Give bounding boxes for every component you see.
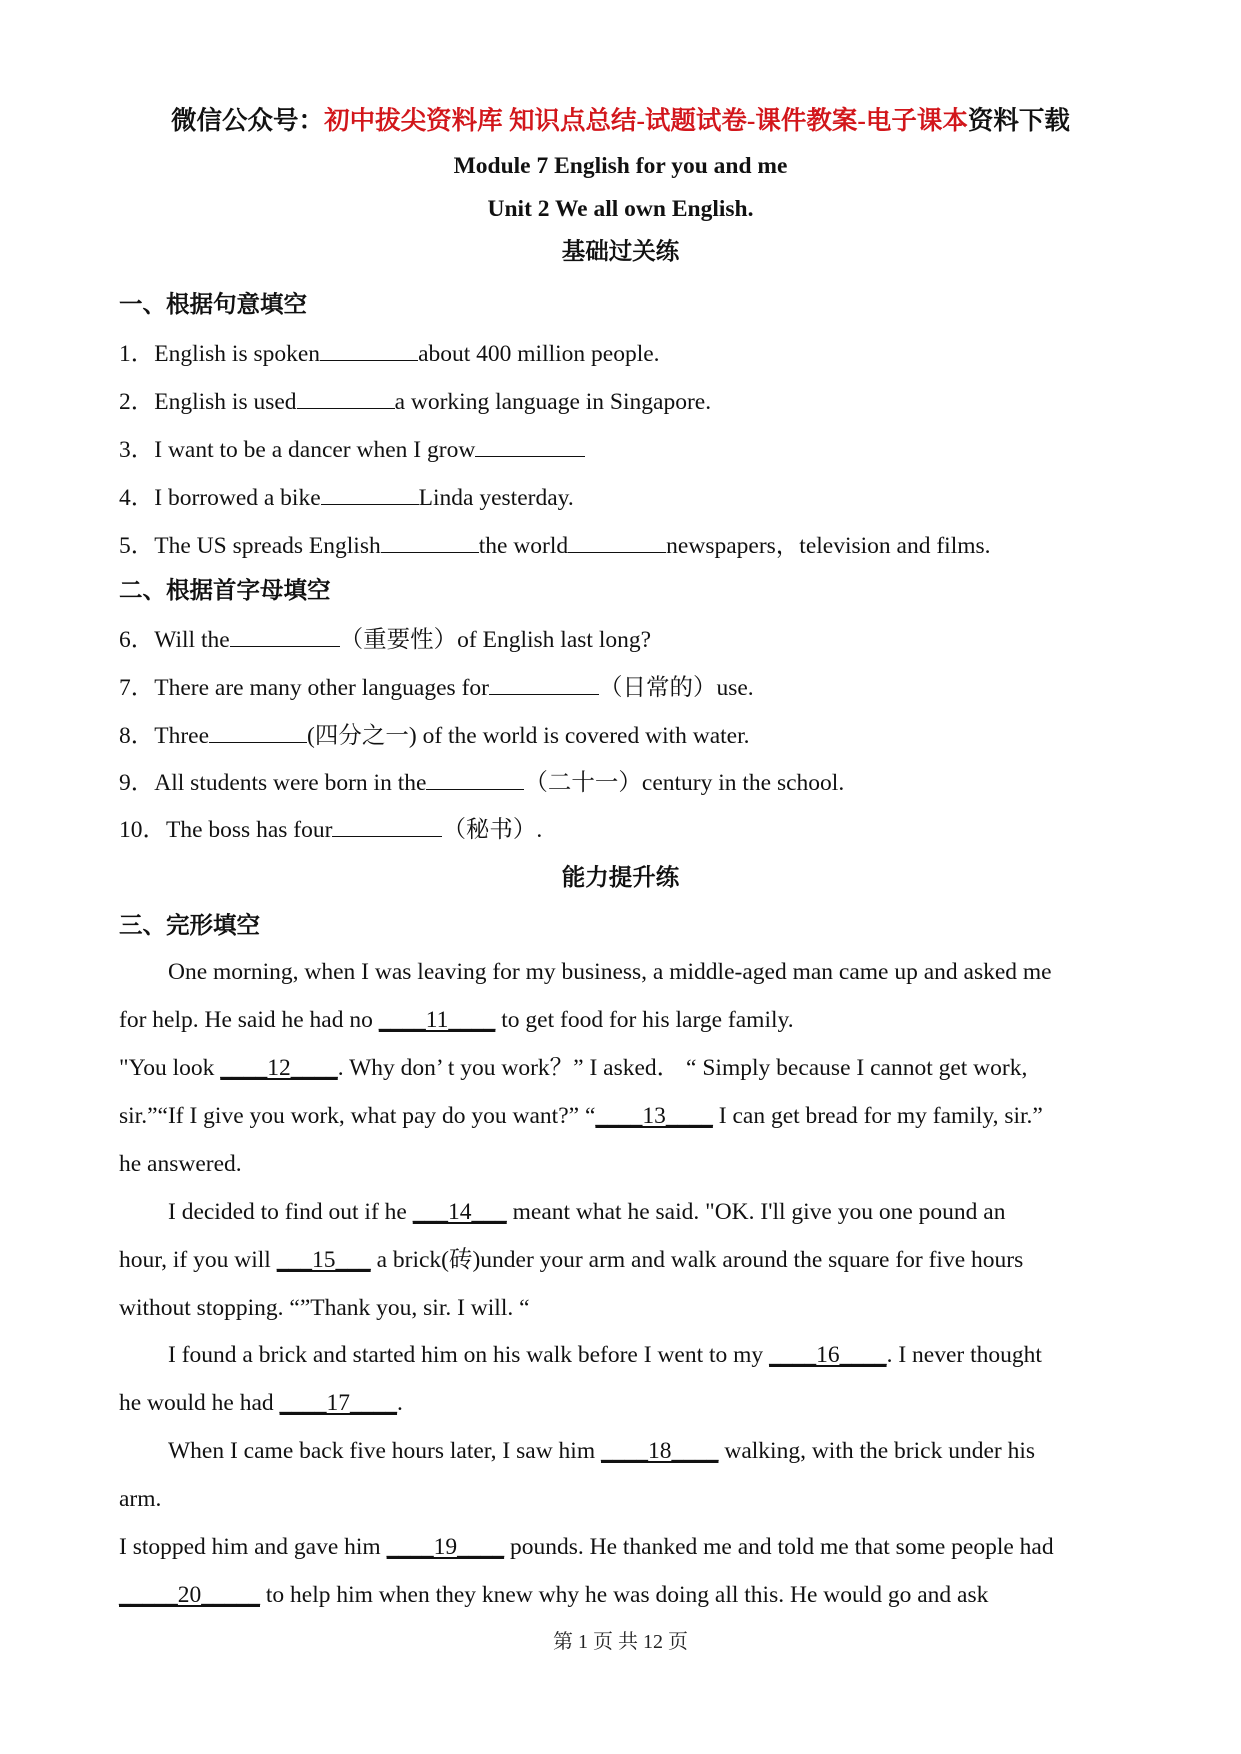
section3-heading: 三、完形填空: [119, 913, 260, 939]
cloze-text: One morning, when I was leaving for my business, a middle-aged man came up and asked me: [168, 959, 1052, 985]
cloze-text: . Why don’ t you work？” I asked． “ Simply because I cannot get work,: [337, 1055, 1028, 1081]
question-text: （重要性）of English last long?: [339, 627, 652, 653]
cloze-text: . I never thought: [886, 1342, 1042, 1368]
cloze-text: hour, if you will: [119, 1247, 277, 1273]
cloze-text: .: [397, 1390, 403, 1416]
header-red-text: 初中拔尖资料库 知识点总结-试题试卷-课件教案-电子课本: [324, 106, 968, 135]
cloze-text: for help. He said he had no: [119, 1007, 379, 1033]
question-4: [119, 482, 574, 513]
cloze-line: [168, 957, 1052, 987]
question-text: 8．Three: [119, 723, 210, 749]
question-text: 1．English is spoken: [119, 341, 321, 367]
cloze-text: I decided to find out if he: [168, 1199, 413, 1225]
cloze-line: [168, 1340, 1042, 1370]
cloze-text: arm.: [119, 1486, 162, 1512]
question-text: 6．Will the: [119, 627, 230, 653]
cloze-line: [119, 1245, 1023, 1275]
cloze-line: [119, 1149, 242, 1179]
answer-blank[interactable]: [230, 624, 340, 647]
cloze-blank[interactable]: ____16____: [769, 1342, 887, 1368]
cloze-text: he answered.: [119, 1151, 242, 1177]
answer-blank[interactable]: [321, 482, 419, 505]
cloze-blank[interactable]: ____13____: [595, 1103, 713, 1129]
section1-heading: 一、根据句意填空: [119, 292, 307, 318]
question-text: 5．The US spreads English: [119, 533, 381, 559]
question-text: 10．The boss has four: [119, 817, 333, 843]
cloze-text: I can get bread for my family, sir.”: [712, 1103, 1043, 1129]
cloze-text: "You look: [119, 1055, 221, 1081]
question-text: 4．I borrowed a bike: [119, 485, 321, 511]
header-banner: [0, 106, 1241, 136]
question-3: [119, 434, 585, 465]
cloze-blank[interactable]: ____19____: [386, 1534, 505, 1560]
cloze-text: walking, with the brick under his: [718, 1438, 1036, 1464]
question-text: 9．All students were born in the: [119, 770, 427, 796]
question-text: （日常的）use.: [598, 675, 754, 701]
cloze-text: When I came back five hours later, I saw him: [168, 1438, 601, 1464]
question-text: Linda yesterday.: [418, 485, 574, 511]
answer-blank[interactable]: [209, 720, 307, 743]
answer-blank[interactable]: [332, 814, 442, 837]
cloze-blank[interactable]: ___15___: [276, 1247, 371, 1273]
cloze-text: a brick(砖)under your arm and walk around the square for five hours: [370, 1247, 1024, 1273]
question-7: [119, 672, 754, 703]
question-text: the world: [478, 533, 569, 559]
cloze-line: [119, 1053, 1027, 1083]
cloze-line: [119, 1388, 403, 1418]
question-text: newspapers，television and films.: [666, 533, 991, 559]
cloze-line: [168, 1197, 1005, 1227]
page-footer: 第 1 页 共 12 页: [553, 1631, 688, 1653]
cloze-line: [168, 1436, 1035, 1466]
cloze-line: [119, 1101, 1043, 1131]
cloze-blank[interactable]: ____17____: [279, 1390, 398, 1416]
question-8: [119, 720, 750, 751]
question-9: [119, 767, 844, 798]
cloze-blank[interactable]: _____20_____: [119, 1582, 260, 1608]
cloze-text: meant what he said. "OK. I'll give you one pound an: [506, 1199, 1006, 1225]
unit-title: Unit 2 We all own English.: [487, 196, 754, 222]
header-prefix: 微信公众号：: [171, 106, 325, 135]
cloze-text: sir.”“If I give you work, what pay do you want?” “: [119, 1103, 596, 1129]
question-text: about 400 million people.: [418, 341, 660, 367]
header-suffix: 资料下载: [967, 106, 1070, 135]
answer-blank[interactable]: [426, 767, 524, 790]
question-5: [119, 530, 991, 561]
cloze-text: he would he had: [119, 1390, 280, 1416]
module-title: Module 7 English for you and me: [453, 153, 788, 179]
answer-blank[interactable]: [320, 338, 418, 361]
question-6: [119, 624, 651, 655]
cloze-blank[interactable]: ____11____: [378, 1007, 496, 1033]
cloze-text: I stopped him and gave him: [119, 1534, 387, 1560]
question-text: 2．English is used: [119, 389, 297, 415]
cloze-blank[interactable]: ____12____: [220, 1055, 338, 1081]
question-text: （二十一）century in the school.: [524, 770, 845, 796]
answer-blank[interactable]: [297, 386, 395, 409]
cloze-line: [119, 1580, 988, 1610]
cloze-text: to get food for his large family.: [495, 1007, 794, 1033]
ability-practice-title: 能力提升练: [561, 865, 680, 891]
cloze-text: without stopping. “”Thank you, sir. I will. “: [119, 1295, 530, 1321]
answer-blank[interactable]: [381, 530, 479, 553]
cloze-blank[interactable]: ____18____: [600, 1438, 719, 1464]
answer-blank[interactable]: [568, 530, 666, 553]
question-2: [119, 386, 711, 417]
cloze-text: pounds. He thanked me and told me that some people had: [504, 1534, 1054, 1560]
cloze-line: [119, 1532, 1054, 1562]
section2-heading: 二、根据首字母填空: [119, 578, 331, 604]
basic-practice-title: 基础过关练: [561, 239, 680, 265]
question-text: a working language in Singapore.: [394, 389, 712, 415]
question-text: 7．There are many other languages for: [119, 675, 489, 701]
question-10: [119, 814, 542, 845]
question-1: [119, 338, 660, 369]
question-text: 3．I want to be a dancer when I grow: [119, 437, 476, 463]
cloze-blank[interactable]: ___14___: [412, 1199, 507, 1225]
cloze-line: [119, 1293, 530, 1323]
answer-blank[interactable]: [475, 434, 585, 457]
answer-blank[interactable]: [489, 672, 599, 695]
cloze-line: [119, 1484, 161, 1514]
cloze-line: [119, 1005, 794, 1035]
question-text: （秘书）.: [442, 817, 543, 843]
cloze-text: I found a brick and started him on his walk before I went to my: [168, 1342, 770, 1368]
question-text: (四分之一) of the world is covered with water.: [307, 723, 750, 749]
cloze-text: to help him when they knew why he was doing all this. He would go and ask: [260, 1582, 989, 1608]
